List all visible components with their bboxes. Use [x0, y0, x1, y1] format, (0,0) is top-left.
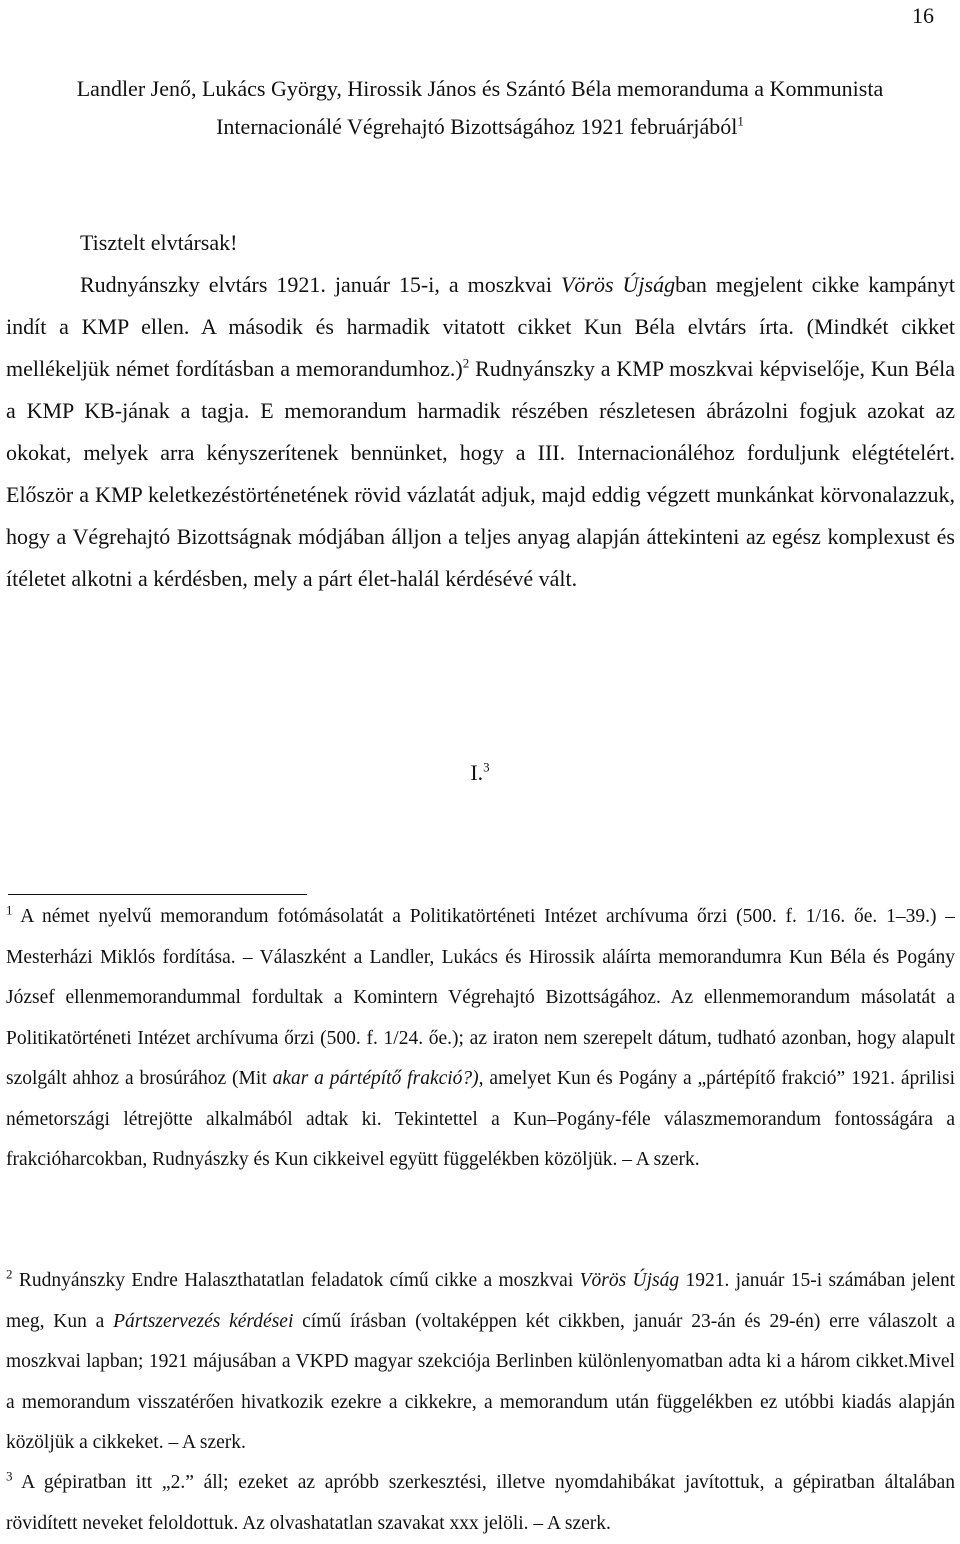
footnote-italic: akar a pártépítő frakció?)	[272, 1068, 479, 1089]
footnote-text: A gépiratban itt „2.” áll; ezeket az apróbb szerkesztési, illetve nyomdahibákat javítottuk, a gépiratban általában rövidített neveket feloldottuk. Az olvashatatlan szavakat xxx jelöli. – A szerk.	[6, 1472, 955, 1534]
section-label: I.	[470, 760, 484, 785]
footnote-ref-3: 3	[483, 759, 490, 775]
salutation: Tisztelt elvtársak!	[80, 230, 238, 255]
footnote-number: 3	[6, 1468, 13, 1484]
body-text: Rudnyánszky elvtárs 1921. január 15-i, a moszkvai	[80, 272, 561, 297]
footnote-text: A német nyelvű memorandum fotómásolatát a Politikatörténeti Intézet archívuma őrzi (500. f. 1/16. őe. 1–39.) – Mesterházi Miklós fordítása. – Válaszként a Landler, Lukács és Hirossik aláírta memorandumra Kun Béla és Pogány József ellenmemorandummal fordultak a Komintern Végrehajtó Bizottságához. Az ellenmemorandum másolatát a Politikatörténeti Intézet archívuma őrzi (500. f. 1/24. őe.); az iraton nem szerepelt dátum, tudható azonban, hogy alapult szolgált ahhoz a brosúrához (Mit	[6, 906, 955, 1089]
section-heading	[0, 760, 960, 786]
title-line-2: Internacionálé Végrehajtó Bizottságához 1921 februárjából	[216, 114, 738, 139]
footnote-text: , amelyet Kun és Pogány a „pártépítő frakció” 1921. áprilisi németországi létrejötte alkalmából adtak ki. Tekintettel a Kun–Pogány-féle válaszmemorandum fontosságára a frakcióharcokban, Rudnyászky és Kun cikkeivel együtt függelékben közöljük. – A szerk.	[6, 1068, 956, 1170]
document-title	[10, 70, 950, 146]
footnote-text: Rudnyánszky Endre Halaszthatatlan feladatok című cikke a moszkvai	[12, 1270, 580, 1291]
body-text: ban megjelent cikke kampányt indít a KMP ellen. A második és harmadik vitatott cikket Kun Béla elvtárs írta. (Mindkét cikket mellékeljük német fordításban a memorandumhoz.)	[6, 272, 955, 381]
footnote-text: 1921. január 15-i számában jelent meg, Kun a	[6, 1270, 955, 1332]
footnote-separator	[8, 894, 307, 895]
page-number: 16	[912, 3, 934, 28]
footnote-3	[6, 1463, 955, 1544]
footnote-text: című írásban (voltaképpen két cikkben, január 23-án és 29-én) erre válaszolt a moszkvai lapban; 1921 májusában a VKPD magyar szekciója Berlinben különlenyomatban adta ki a három cikket.Mivel a memorandum visszatérően hivatkozik ezekre a cikkekre, a memorandum után függelékben ez utóbbi kiadás alapján közöljük a cikkeket. – A szerk.	[6, 1310, 955, 1453]
footnote-ref-1: 1	[737, 113, 744, 129]
footnote-ref-2: 2	[462, 355, 470, 371]
title-line-1: Landler Jenő, Lukács György, Hirossik János és Szántó Béla memoranduma a Kommunista	[76, 76, 884, 101]
footnote-2	[6, 1261, 955, 1464]
footnote-number: 1	[6, 902, 13, 918]
footnote-1	[6, 897, 955, 1181]
footnote-italic: Vörös Újság	[579, 1270, 680, 1291]
newspaper-title: Vörös Újság	[560, 272, 676, 297]
body-text: Rudnyánszky a KMP moszkvai képviselője, Kun Béla a KMP KB-jának a tagja. E memorandum harmadik részében részletesen ábrázolni fogjuk azokat az okokat, melyek arra kényszerítenek bennünket, hogy a III. Internacionáléhoz forduljunk elégtételért. Először a KMP keletkezéstörténetének rövid vázlatát adjuk, majd eddig végzett munkánkat körvonalazzuk, hogy a Végrehajtó Bizottságnak módjában álljon a teljes anyag alapján áttekinteni az egész komplexust és ítéletet alkotni a kérdésben, mely a párt élet-halál kérdésévé vált.	[6, 356, 956, 591]
body-paragraph	[6, 264, 955, 600]
footnote-number: 2	[6, 1266, 13, 1282]
footnote-italic: Pártszervezés kérdései	[113, 1310, 294, 1332]
